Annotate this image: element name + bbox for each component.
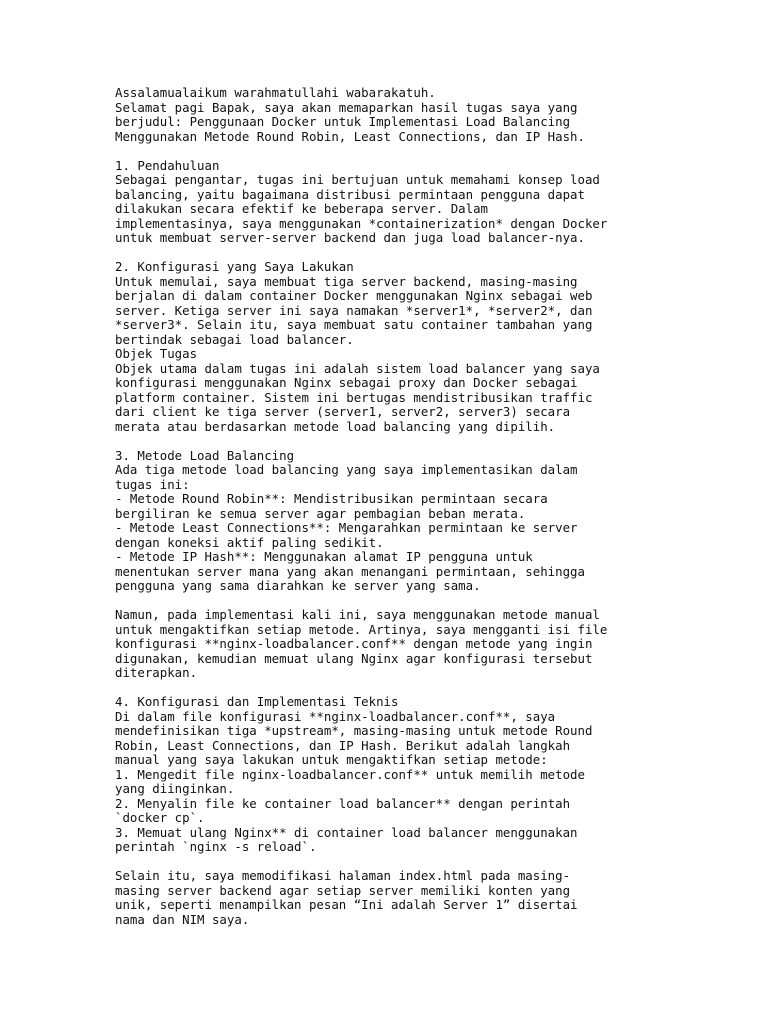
text-line: Objek Tugas bbox=[115, 346, 198, 361]
text-line: 1. Pendahuluan bbox=[115, 157, 220, 173]
text-line: `docker cp`. bbox=[115, 810, 205, 825]
text-line: 2. Konfigurasi yang Saya Lakukan bbox=[115, 259, 354, 274]
text-line: 1. Mengedit file nginx-loadbalancer.conf** untuk memilih metode bbox=[115, 766, 585, 782]
text-line: merata atau berdasarkan metode load balancing yang dipilih. bbox=[115, 418, 556, 434]
text-line: Ada tiga metode load balancing yang saya implementasikan dalam bbox=[115, 462, 578, 477]
text-line: konfigurasi menggunakan Nginx sebagai proxy dan Docker sebagai bbox=[115, 375, 578, 390]
document-paragraph bbox=[115, 695, 735, 855]
text-line: dari client ke tiga server (server1, server2, server3) secara bbox=[115, 404, 571, 419]
text-line: Namun, pada implementasi kali ini, saya menggunakan metode manual bbox=[115, 607, 600, 622]
text-line: dilakukan secara efektif ke beberapa server. Dalam bbox=[115, 201, 488, 216]
text-line: masing server backend agar setiap server memiliki konten yang bbox=[115, 882, 571, 898]
text-line: untuk mengaktifkan setiap metode. Artinya, saya mengganti isi file bbox=[115, 621, 608, 637]
text-line: bergiliran ke semua server agar pembagian beban merata. bbox=[115, 505, 526, 521]
document-paragraph bbox=[115, 608, 735, 681]
text-line: perintah `nginx -s reload`. bbox=[115, 839, 317, 854]
document-page bbox=[115, 86, 735, 942]
text-line: - Metode IP Hash**: Menggunakan alamat IP pengguna untuk bbox=[115, 549, 533, 564]
document-paragraph bbox=[115, 159, 735, 246]
text-line: unik, seperti menampilkan pesan “Ini adalah Server 1” disertai bbox=[115, 897, 578, 912]
text-line: nama dan NIM saya. bbox=[115, 911, 250, 927]
document-paragraph bbox=[115, 86, 735, 144]
text-line: berjudul: Penggunaan Docker untuk Implementasi Load Balancing bbox=[115, 114, 571, 129]
text-line: 3. Memuat ulang Nginx** di container load balancer menggunakan bbox=[115, 824, 578, 840]
text-line: digunakan, kemudian memuat ulang Nginx agar konfigurasi tersebut bbox=[115, 650, 593, 666]
text-line: *server3*. Selain itu, saya membuat satu container tambahan yang bbox=[115, 317, 593, 332]
text-line: 3. Metode Load Balancing bbox=[115, 447, 295, 463]
text-line: pengguna yang sama diarahkan ke server yang sama. bbox=[115, 578, 481, 593]
document-paragraph bbox=[115, 869, 735, 927]
text-line: Objek utama dalam tugas ini adalah sistem load balancer yang saya bbox=[115, 360, 600, 376]
text-line: dengan koneksi aktif paling sedikit. bbox=[115, 534, 384, 550]
text-line: Assalamualaikum warahmatullahi wabarakatuh. bbox=[115, 85, 436, 100]
text-line: balancing, yaitu bagaimana distribusi permintaan pengguna dapat bbox=[115, 186, 585, 202]
text-line: mendefinisikan tiga *upstream*, masing-masing untuk metode Round bbox=[115, 723, 593, 738]
text-line: Selamat pagi Bapak, saya akan memaparkan hasil tugas saya yang bbox=[115, 99, 578, 115]
text-line: bertindak sebagai load balancer. bbox=[115, 331, 354, 347]
text-line: 2. Menyalin file ke container load balancer** dengan perintah bbox=[115, 795, 571, 811]
text-line: manual yang saya lakukan untuk mengaktifkan setiap metode: bbox=[115, 752, 548, 767]
text-line: tugas ini: bbox=[115, 476, 190, 492]
text-line: diterapkan. bbox=[115, 665, 198, 680]
document-paragraph bbox=[115, 260, 735, 434]
text-line: untuk membuat server-server backend dan juga load balancer-nya. bbox=[115, 230, 585, 245]
text-line: konfigurasi **nginx-loadbalancer.conf** dengan metode yang ingin bbox=[115, 636, 593, 651]
text-line: server. Ketiga server ini saya namakan *server1*, *server2*, dan bbox=[115, 302, 593, 318]
text-line: berjalan di dalam container Docker menggunakan Nginx sebagai web bbox=[115, 288, 593, 303]
text-line: Selain itu, saya memodifikasi halaman index.html pada masing- bbox=[115, 868, 571, 883]
document-paragraph bbox=[115, 449, 735, 594]
text-line: yang diinginkan. bbox=[115, 781, 235, 796]
text-line: Sebagai pengantar, tugas ini bertujuan untuk memahami konsep load bbox=[115, 172, 600, 187]
text-line: implementasinya, saya menggunakan *containerization* dengan Docker bbox=[115, 215, 608, 231]
text-line: 4. Konfigurasi dan Implementasi Teknis bbox=[115, 694, 399, 709]
text-line: menentukan server mana yang akan menangani permintaan, sehingga bbox=[115, 563, 585, 579]
text-line: Robin, Least Connections, dan IP Hash. Berikut adalah langkah bbox=[115, 737, 571, 753]
text-line: Untuk memulai, saya membuat tiga server backend, masing-masing bbox=[115, 273, 578, 289]
text-line: - Metode Least Connections**: Mengarahkan permintaan ke server bbox=[115, 520, 578, 535]
text-line: Menggunakan Metode Round Robin, Least Connections, dan IP Hash. bbox=[115, 128, 585, 144]
text-line: Di dalam file konfigurasi **nginx-loadbalancer.conf**, saya bbox=[115, 708, 556, 724]
text-line: - Metode Round Robin**: Mendistribusikan permintaan secara bbox=[115, 491, 548, 506]
text-line: platform container. Sistem ini bertugas mendistribusikan traffic bbox=[115, 389, 593, 405]
